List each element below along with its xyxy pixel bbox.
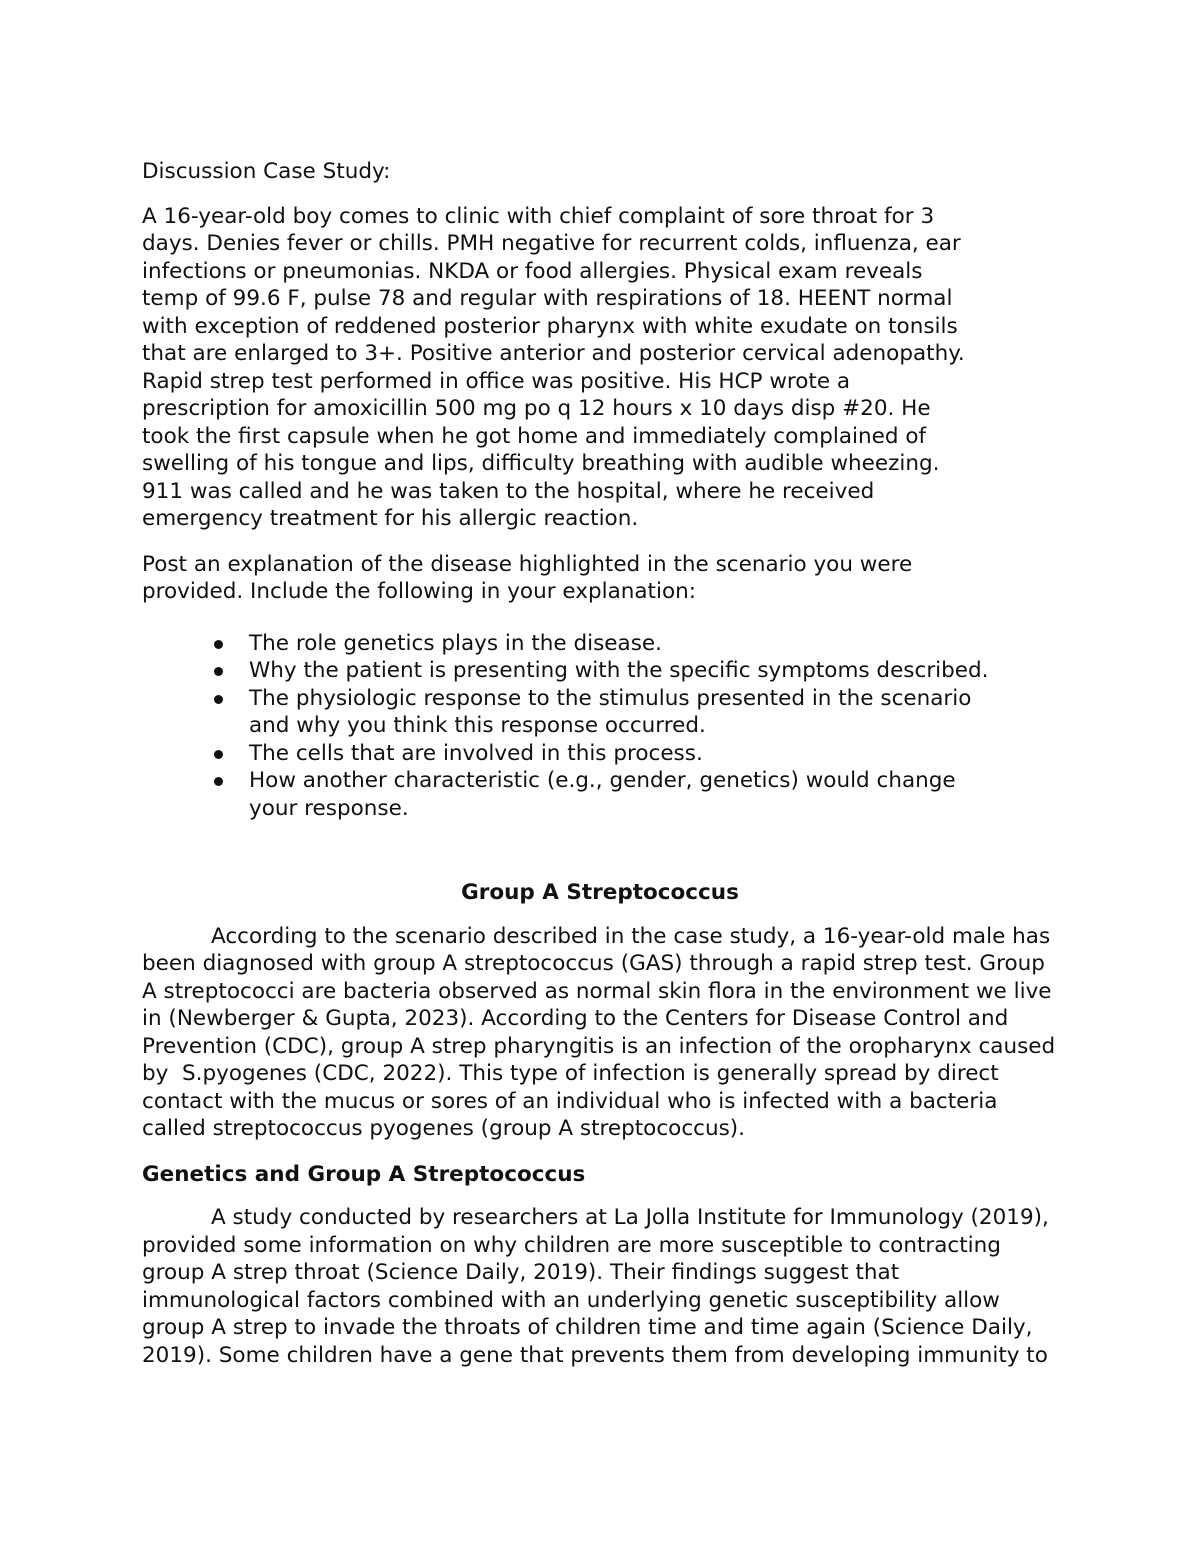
case-line: 911 was called and he was taken to the hospital, where he received: [142, 478, 875, 504]
essay-intro-paragraph: [142, 923, 1072, 1143]
section-heading: Genetics and Group A Streptococcus: [142, 1161, 586, 1187]
genetics-paragraph: [142, 1204, 1072, 1369]
case-line: emergency treatment for his allergic reaction.: [142, 506, 639, 531]
case-line: with exception of reddened posterior pharynx with white exudate on tonsils: [142, 313, 958, 339]
essay-line: contact with the mucus or sores of an individual who is infected with a bacteria: [142, 1088, 998, 1114]
case-line: temp of 99.6 F, pulse 78 and regular with respirations of 18. HEENT normal: [142, 286, 953, 311]
prompt-line: provided. Include the following in your explanation:: [142, 579, 696, 604]
case-study-title: Discussion Case Study:: [142, 159, 391, 184]
essay-line: group A strep throat (Science Daily, 2019). Their findings suggest that: [142, 1260, 900, 1285]
bullet-icon: [214, 750, 223, 759]
list-item: The role genetics plays in the disease.: [142, 630, 1072, 658]
list-item: How another characteristic (e.g., gender, genetics) would change your response.: [142, 767, 1072, 822]
bullet-icon: [214, 777, 223, 786]
list-item: Why the patient is presenting with the specific symptoms described.: [142, 657, 1072, 685]
essay-line: been diagnosed with group A streptococcus (GAS) through a rapid strep test. Group: [142, 951, 1045, 976]
essay-line: A streptococci are bacteria observed as normal skin flora in the environment we live: [142, 978, 1052, 1004]
essay-line: A study conducted by researchers at La Jolla Institute for Immunology (2019),: [211, 1205, 1049, 1230]
prompt-line: Post an explanation of the disease highlighted in the scenario you were: [142, 551, 913, 577]
essay-line: by S.pyogenes (CDC, 2022). This type of infection is generally spread by direct: [142, 1061, 999, 1086]
case-line: days. Denies fever or chills. PMH negative for recurrent colds, influenza, ear: [142, 231, 961, 256]
essay-line: According to the scenario described in the case study, a 16-year-old male has: [211, 923, 1051, 949]
case-line: took the first capsule when he got home and immediately complained of: [142, 423, 927, 449]
list-item: The physiologic response to the stimulus presented in the scenario and why you think this response occurred.: [142, 685, 1072, 740]
essay-line: group A strep to invade the throats of children time and time again (Science Daily,: [142, 1315, 1033, 1340]
list-item: The cells that are involved in this process.: [142, 740, 1072, 768]
essay-line: called streptococcus pyogenes (group A streptococcus).: [142, 1116, 746, 1141]
document-body: [142, 158, 1072, 1369]
bullet-icon: [214, 667, 223, 676]
bullet-icon: [214, 640, 223, 649]
case-line: prescription for amoxicillin 500 mg po q 12 hours x 10 days disp #20. He: [142, 396, 931, 421]
essay-line: provided some information on why children are more susceptible to contracting: [142, 1232, 1001, 1258]
bullet-icon: [214, 695, 223, 704]
case-line: infections or pneumonias. NKDA or food allergies. Physical exam reveals: [142, 258, 923, 284]
essay-line: in (Newberger & Gupta, 2023). According to the Centers for Disease Control and: [142, 1006, 1009, 1031]
case-line: A 16-year-old boy comes to clinic with chief complaint of sore throat for 3: [142, 203, 935, 229]
case-line: swelling of his tongue and lips, difficulty breathing with audible wheezing.: [142, 451, 940, 476]
case-study-paragraph: [142, 203, 1072, 533]
essay-line: immunological factors combined with an underlying genetic susceptibility allow: [142, 1287, 1000, 1313]
case-line: Rapid strep test performed in office was positive. His HCP wrote a: [142, 368, 851, 394]
case-line: that are enlarged to 3+. Positive anterior and posterior cervical adenopathy.: [142, 341, 965, 366]
essay-line: Prevention (CDC), group A strep pharyngitis is an infection of the oropharynx caused: [142, 1033, 1056, 1059]
essay-title: Group A Streptococcus: [461, 880, 739, 905]
assignment-prompt: [142, 551, 1072, 606]
essay-line: 2019). Some children have a gene that prevents them from developing immunity to: [142, 1342, 1048, 1368]
requirements-list: [142, 630, 1072, 823]
